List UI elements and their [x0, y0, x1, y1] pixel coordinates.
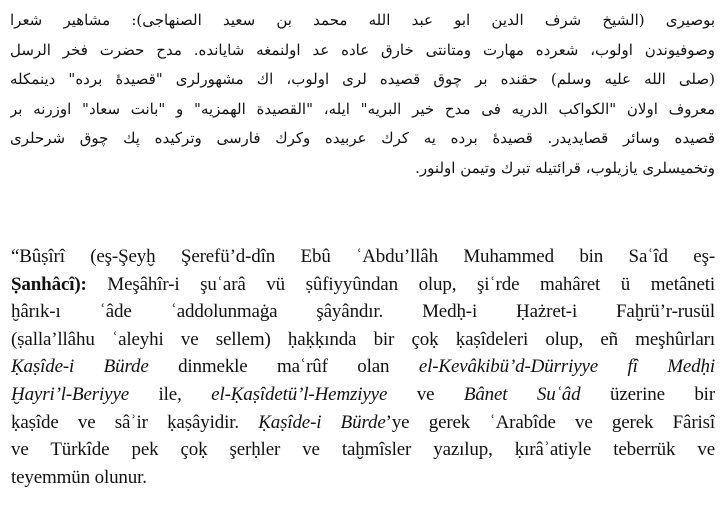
line-text: “Bûṣîrî (eş-Şeyḫ Şerefü’d-dîn Ebû ʿAbdu’llâh Muhammed bin Saʿîd eş-: [11, 246, 715, 267]
line-text: üzerine bir: [580, 383, 715, 405]
arabic-line: قصيده وسائر قصايديدر. قصيدهٔ برده يه كرك عربيده وكرك فارسى وتركيده پك چوق شرحلرى: [10, 129, 715, 147]
line-text: ile,: [129, 383, 212, 405]
line-text: (ṣalla’llâhu ʿaleyhi ve sellem) ḥaḳḳında bir çoḳ ḳaṣîdeleri olup, eñ meşhûrları: [11, 328, 715, 350]
transliteration-line: [11, 381, 715, 409]
transliteration-line: [11, 464, 715, 492]
italic-title: el-Ḳaṣîdetü’l-Hemziyye: [211, 383, 388, 405]
line-text: teyemmün olunur.: [11, 466, 147, 488]
arabic-line: معروف اولان "الكواكب الدريه فى مدح خير البريه" ايله، "القصيدة الهمزيه" و "بانت سعاد" اوزرنه بر: [10, 99, 715, 118]
arabic-line: (صلى الله عليه وسلم) حقنده بر چوق قصيده لرى اولوب، اك مشهورلرى "قصيدهٔ برده" دينمكله: [10, 70, 715, 88]
italic-title: Ḳaṣîde-i Bürde: [258, 411, 386, 433]
line-text: dinmekle maʿrûf olan: [148, 356, 419, 378]
bold-heading-term: Ṣanhâcî):: [11, 273, 87, 295]
italic-title: Ḫayri’l-Beriyye: [11, 383, 130, 405]
transliteration-line: [11, 298, 715, 326]
arabic-paragraph: [10, 6, 715, 183]
transliteration-line: [11, 436, 715, 464]
transliteration-paragraph: [11, 243, 715, 491]
transliteration-line: [11, 243, 715, 271]
line-text: ve Türkîde pek çoḳ şerḥler ve taḫmîsler yazılup, ḳırâʾatiyle teberrük ve: [11, 439, 715, 461]
transliteration-line: [11, 409, 715, 437]
arabic-line: وصوفيوندن اولوب، شعرده مهارت ومتانتى خارق عاده عد اولنمغه شايانده. مدح حضرت فخر الرسل: [10, 40, 715, 59]
arabic-line: بوصيرى (الشيخ شرف الدين ابو عبد الله محمد بن سعيد الصنهاجى): مشاهير شعرا: [10, 11, 715, 29]
line-text: ’ye gerek ʿArabîde ve gerek Fârisî: [385, 411, 715, 433]
transliteration-line: [11, 326, 715, 354]
transliteration-line: [11, 353, 715, 381]
italic-title: Ḳaṣîde-i Bürde: [11, 356, 149, 378]
italic-title: el-Kevâkibü’d-Dürriyye fî Medḥi: [418, 356, 715, 378]
italic-title: Bânet Suʿâd: [463, 383, 581, 405]
line-text: ḳaṣîde ve sâʾir ḳaṣâyidir.: [11, 411, 259, 433]
line-text: ḫârık-ı ʿâde ʿaddolunmaġa şâyândır. Medḥ-i Ḥażret-i Faḫrü’r-rusül: [11, 301, 715, 323]
transliteration-line: [11, 271, 715, 299]
arabic-line: وتخميسلرى يازيلوب، قرائتيله تبرك وتيمن اولنور.: [415, 158, 715, 177]
line-text: Meşâhîr-i şuʿarâ vü ṣûfiyyûndan olup, şiʿrde mahâret ü metâneti: [86, 273, 715, 295]
line-text: ve: [387, 383, 464, 405]
